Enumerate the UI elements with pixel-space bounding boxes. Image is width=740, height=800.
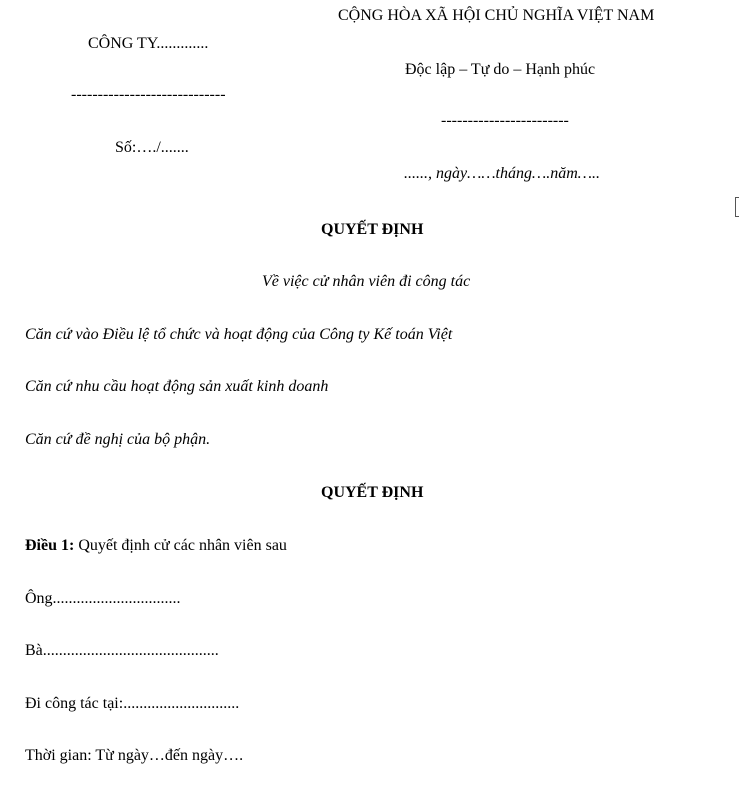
article-1-label: Điều 1:	[25, 537, 75, 554]
decision-title-2: QUYẾT ĐỊNH	[321, 484, 424, 501]
document-number: Số:…./.......	[115, 139, 189, 156]
national-motto: Độc lập – Tự do – Hạnh phúc	[405, 61, 596, 78]
employee-mrs-field: Bà............................................	[25, 642, 219, 659]
left-divider: -----------------------------	[71, 86, 226, 103]
article-1-text: Quyết định cử các nhân viên sau	[74, 537, 287, 554]
basis-charter: Căn cứ vào Điều lệ tổ chức và hoạt động của Công ty Kế toán Việt	[25, 326, 453, 343]
document-date: ......, ngày……tháng….năm…..	[404, 165, 601, 182]
decision-title: QUYẾT ĐỊNH	[321, 221, 424, 238]
business-trip-time: Thời gian: Từ ngày…đến ngày….	[25, 747, 244, 764]
business-trip-location: Đi công tác tại:.............................	[25, 695, 240, 712]
basis-department-proposal: Căn cứ đề nghị của bộ phận.	[25, 431, 211, 448]
country-name: CỘNG HÒA XÃ HỘI CHỦ NGHĨA VIỆT NAM	[338, 7, 655, 24]
basis-business-needs: Căn cứ nhu cầu hoạt động sản xuất kinh doanh	[25, 378, 329, 395]
article-1	[25, 538, 287, 554]
employee-mr-field: Ông................................	[25, 590, 181, 607]
company-name: CÔNG TY.............	[88, 35, 209, 52]
right-divider: ------------------------	[441, 112, 569, 129]
text-cursor-marker	[735, 197, 739, 217]
decision-subject: Về việc cử nhân viên đi công tác	[262, 273, 471, 290]
